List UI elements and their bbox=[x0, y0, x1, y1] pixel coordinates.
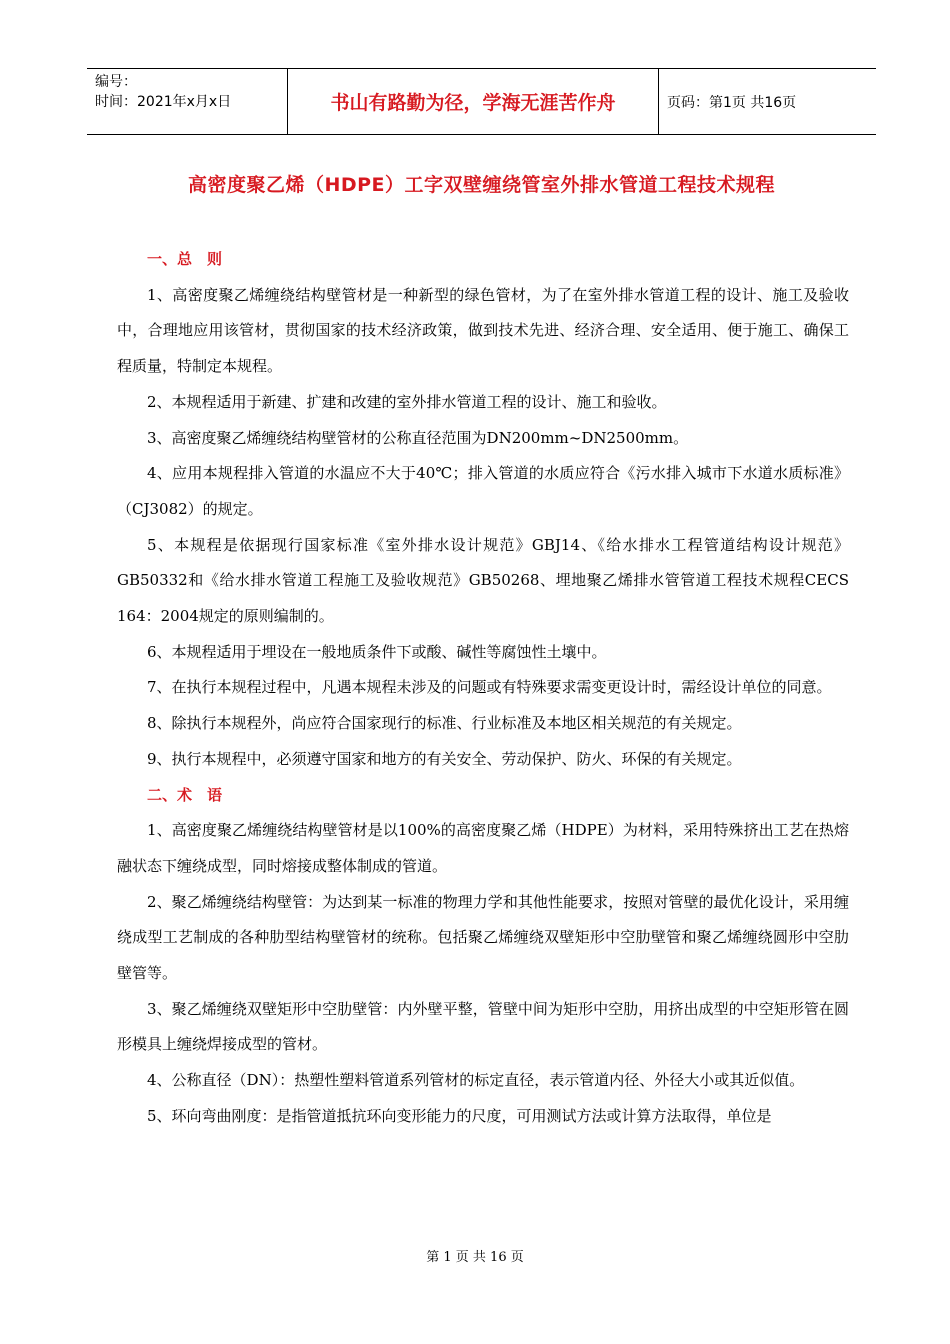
paragraph: 9、执行本规程中，必须遵守国家和地方的有关安全、劳动保护、防火、环保的有关规定。 bbox=[147, 749, 742, 768]
paragraph: 3、聚乙烯缠绕双壁矩形中空肋壁管：内外壁平整，管壁中间为矩形中空肋，用挤出成型的中空矩形管在圆形模具上缠绕焊接成型的管材。 bbox=[117, 999, 849, 1054]
paragraph: 7、在执行本规程过程中，凡遇本规程未涉及的问题或有特殊要求需变更设计时，需经设计单位的同意。 bbox=[147, 678, 832, 697]
paragraph: 5、环向弯曲刚度：是指管道抵抗环向变形能力的尺度，可用测试方法或计算方法取得，单位是 bbox=[147, 1106, 772, 1125]
paragraph: 3、高密度聚乙烯缠绕结构壁管材的公称直径范围为DN200mm~DN2500mm。 bbox=[147, 428, 689, 447]
paragraph: 2、本规程适用于新建、扩建和改建的室外排水管道工程的设计、施工和验收。 bbox=[147, 392, 667, 411]
section-heading: 一、总 则 bbox=[147, 250, 223, 268]
paragraph: 5、本规程是依据现行国家标准《室外排水设计规范》GBJ14、《给水排水工程管道结构设计规范》GB50332和《给水排水管道工程施工及验收规范》GB50268、埋地聚乙烯排水管管道工程技术规程CECS 164：2004规定的原则编制的。 bbox=[117, 535, 849, 626]
section-heading: 二、术 语 bbox=[147, 785, 223, 804]
paragraph: 6、本规程适用于埋设在一般地质条件下或酸、碱性等腐蚀性土壤中。 bbox=[147, 642, 607, 661]
paragraph: 2、聚乙烯缠绕结构壁管：为达到某一标准的物理力学和其他性能要求，按照对管壁的最优化设计，采用缠绕成型工艺制成的各种肋型结构壁管材的统称。包括聚乙烯缠绕双壁矩形中空肋壁管和聚乙烯缠绕圆形中空肋壁管等。 bbox=[117, 892, 849, 983]
paragraph: 4、公称直径（DN）：热塑性塑料管道系列管材的标定直径，表示管道内径、外径大小或其近似值。 bbox=[147, 1071, 805, 1090]
paragraph: 8、除执行本规程外，尚应符合国家现行的标准、行业标准及本地区相关规范的有关规定。 bbox=[147, 714, 742, 733]
header-meta bbox=[87, 69, 287, 134]
header-page-label: 页码：第1页 共16页 bbox=[667, 94, 797, 111]
paragraph: 1、高密度聚乙烯缠绕结构壁管材是以100%的高密度聚乙烯（HDPE）为材料，采用特殊挤出工艺在热熔融状态下缠绕成型，同时熔接成整体制成的管道。 bbox=[117, 821, 849, 875]
page-header bbox=[87, 68, 876, 135]
document-title: 高密度聚乙烯（HDPE）工字双壁缠绕管室外排水管道工程技术规程 bbox=[187, 174, 776, 196]
code-label: 编号： bbox=[95, 74, 137, 90]
page-footer: 第 1 页 共 16 页 bbox=[426, 1250, 524, 1265]
time-label: 时间：2021年x月x日 bbox=[95, 94, 232, 110]
paragraph: 1、高密度聚乙烯缠绕结构壁管材是一种新型的绿色管材，为了在室外排水管道工程的设计、施工及验收中，合理地应用该管材，贯彻国家的技术经济政策，做到技术先进、经济合理、安全适用、便于施工、确保工程质量，特制定本规程。 bbox=[117, 285, 849, 376]
paragraph: 4、应用本规程排入管道的水温应不大于40℃；排入管道的水质应符合《污水排入城市下水道水质标准》（CJ3082）的规定。 bbox=[117, 464, 849, 518]
header-motto: 书山有路勤为径，学海无涯苦作舟 bbox=[287, 69, 659, 134]
document-body bbox=[117, 242, 849, 1135]
